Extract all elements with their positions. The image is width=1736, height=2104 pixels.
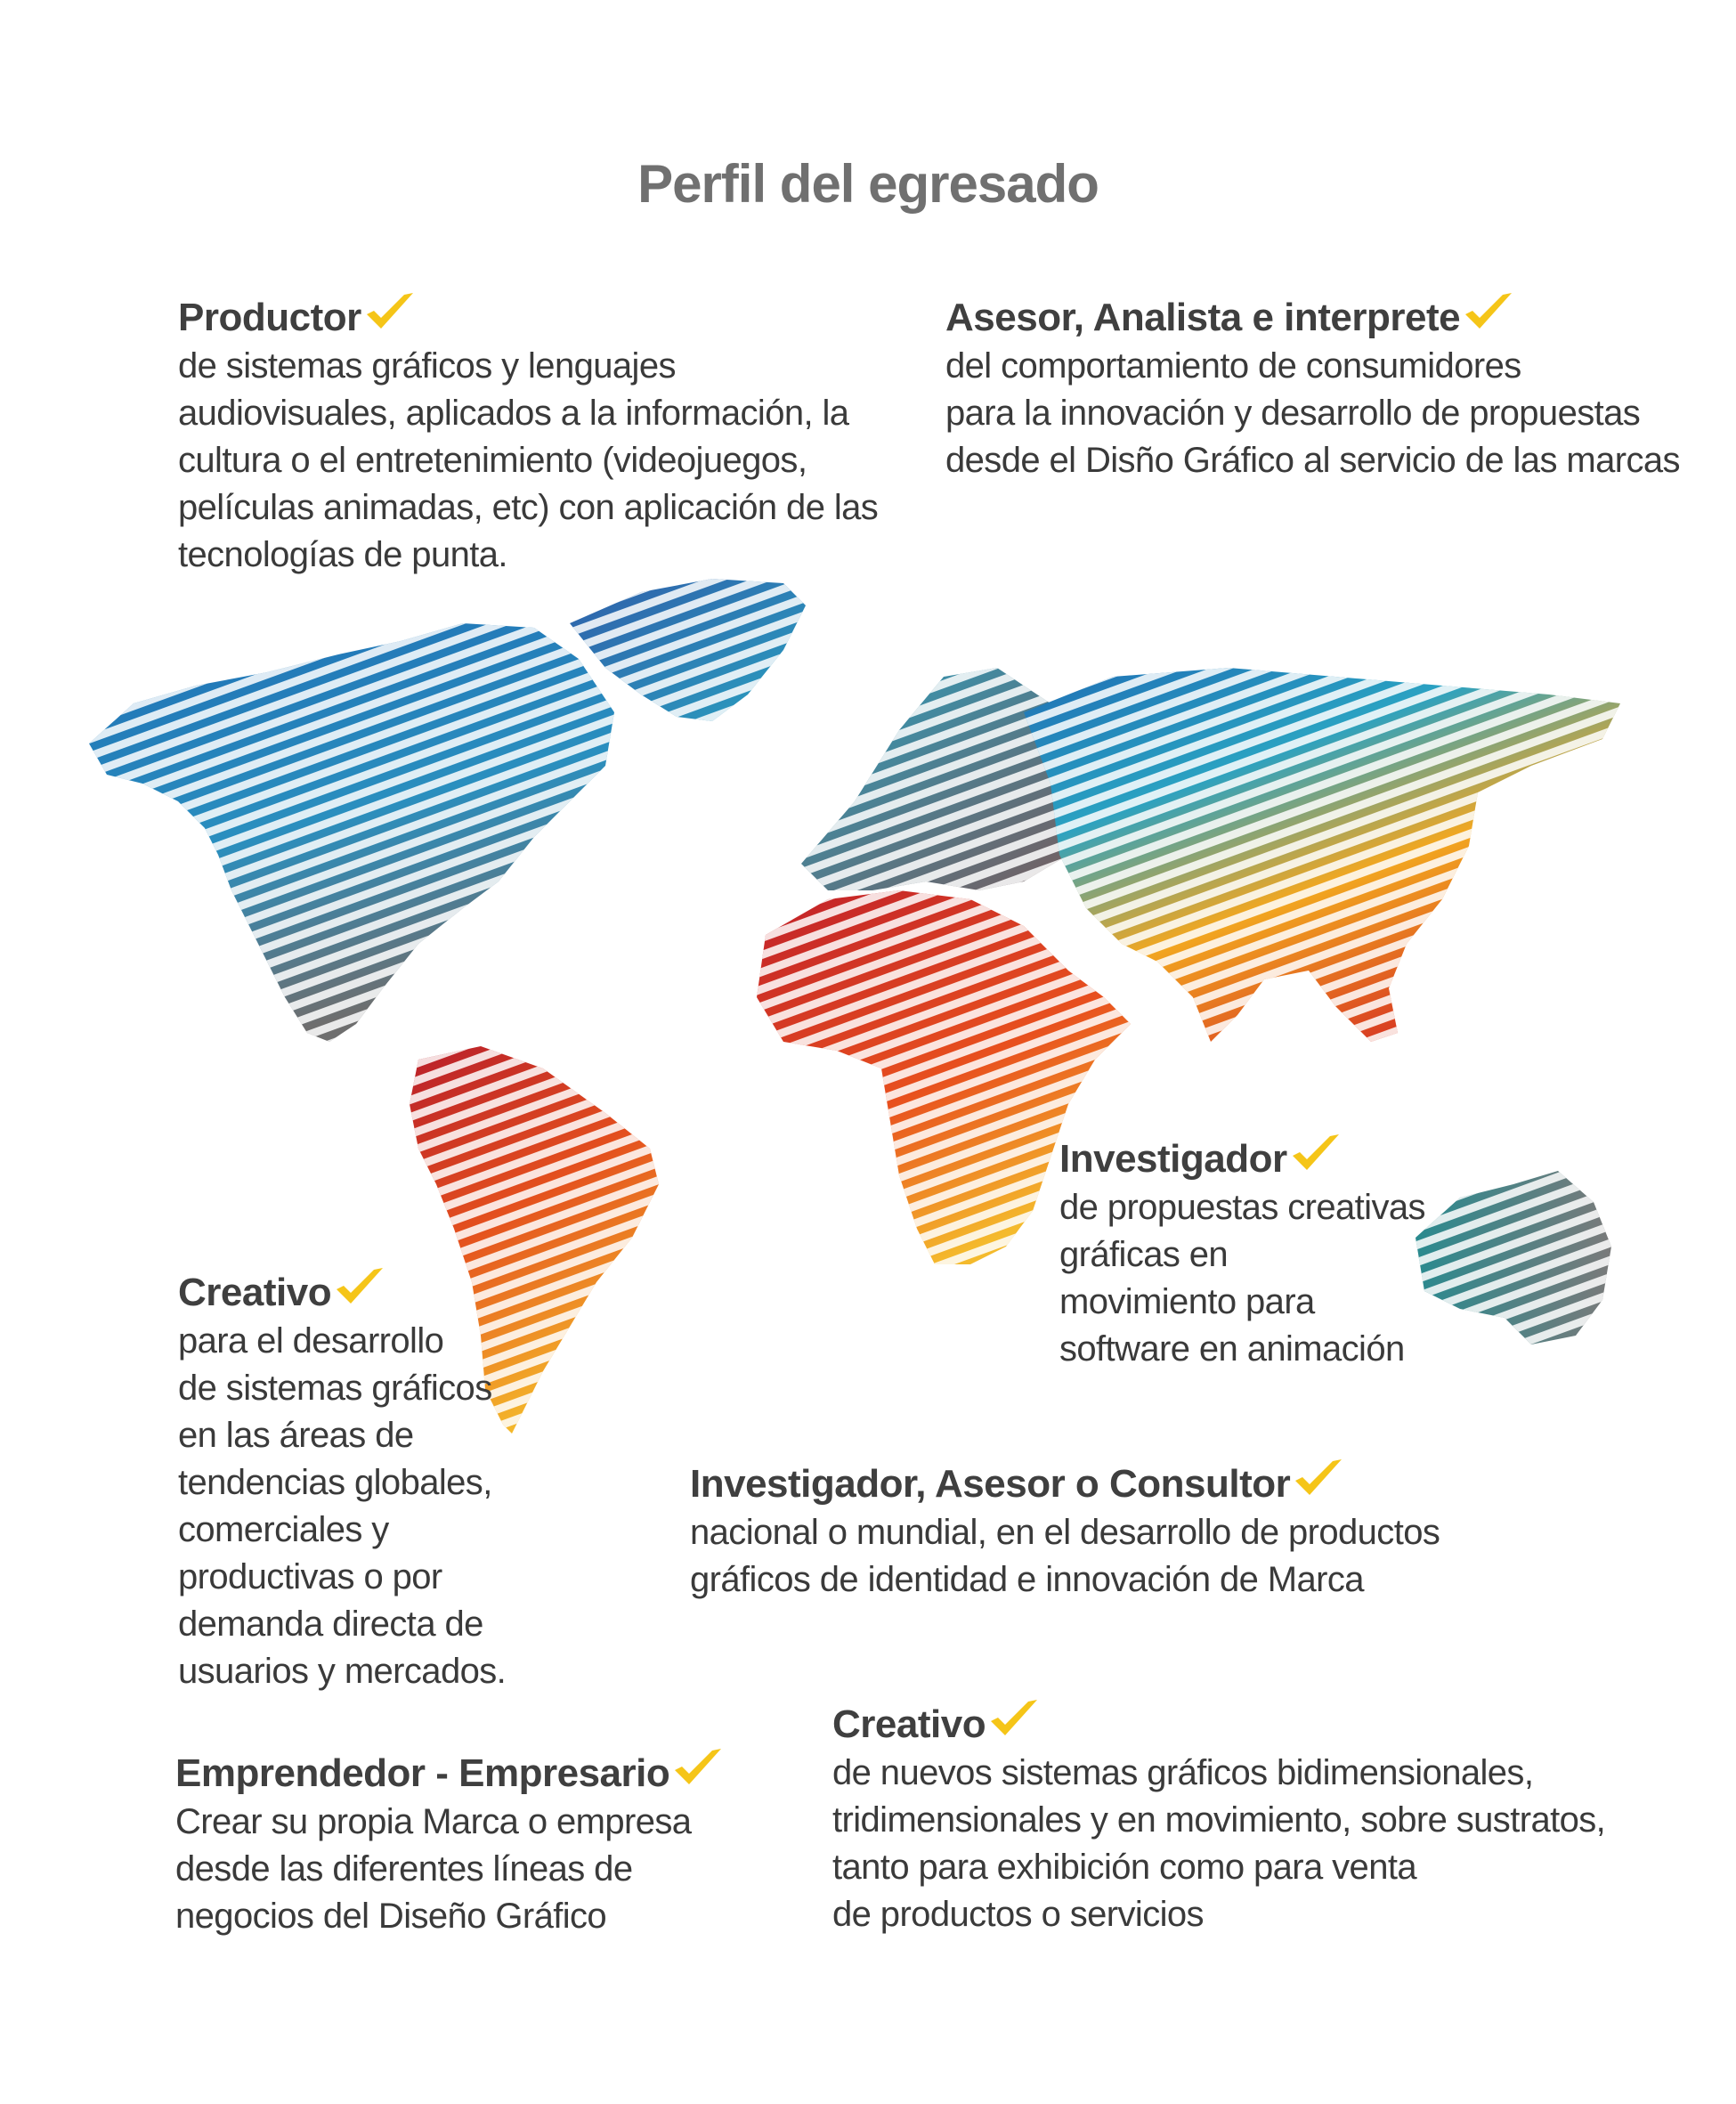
profile-block-investigador [1059, 1131, 1425, 1373]
block-line: de productos o servicios [832, 1895, 1204, 1934]
block-line: gráficas en [1059, 1235, 1229, 1274]
block-line: tendencias globales, [178, 1463, 492, 1502]
block-heading: Investigador [1059, 1137, 1287, 1181]
block-line: tanto para exhibición como para venta [832, 1848, 1417, 1887]
profile-block-productor [178, 289, 878, 579]
block-heading: Creativo [178, 1271, 332, 1314]
block-line: usuarios y mercados. [178, 1652, 507, 1691]
block-line: audiovisuales, aplicados a la información, la [178, 394, 849, 433]
block-line: películas animadas, etc) con aplicación de las [178, 488, 879, 527]
block-line: de sistemas gráficos [178, 1369, 492, 1408]
block-line: movimiento para [1059, 1282, 1315, 1321]
block-line: desde el Disño Gráfico al servicio de las marcas [945, 441, 1680, 480]
continent-asia [1024, 668, 1620, 1042]
block-line: tecnologías de punta. [178, 535, 507, 574]
block-line: productivas o por [178, 1557, 442, 1596]
check-mark-icon [987, 1696, 1041, 1741]
block-line: de nuevos sistemas gráficos bidimensionales, [832, 1753, 1534, 1792]
block-line: Crear su propia Marca o empresa [175, 1802, 692, 1841]
profile-block-creativo-2 [832, 1696, 1605, 1938]
block-heading: Creativo [832, 1702, 986, 1746]
profile-block-emprendedor [175, 1745, 725, 1940]
block-heading: Emprendedor - Empresario [175, 1751, 670, 1795]
block-line: para la innovación y desarrollo de propuestas [945, 394, 1641, 433]
check-mark-icon [1292, 1456, 1345, 1500]
block-line: comerciales y [178, 1510, 389, 1549]
check-mark-icon [1462, 289, 1515, 334]
block-heading: Investigador, Asesor o Consultor [690, 1462, 1291, 1506]
check-mark-icon [1289, 1131, 1343, 1175]
block-line: software en animación [1059, 1329, 1405, 1369]
check-mark-icon [333, 1264, 386, 1309]
block-line: negocios del Diseño Gráfico [175, 1897, 607, 1936]
block-heading: Asesor, Analista e interprete [945, 296, 1461, 339]
profile-block-consultor [690, 1456, 1440, 1604]
block-heading: Productor [178, 296, 361, 339]
profile-block-asesor [945, 289, 1680, 484]
block-line: desde las diferentes líneas de [175, 1849, 633, 1889]
block-line: para el desarrollo [178, 1321, 444, 1361]
continent-australia [1416, 1171, 1611, 1344]
block-line: del comportamiento de consumidores [945, 346, 1521, 386]
block-line: de propuestas creativas [1059, 1188, 1425, 1227]
continent-north-america [89, 623, 614, 1042]
profile-block-creativo-1 [178, 1264, 506, 1695]
block-line: tridimensionales y en movimiento, sobre sustratos, [832, 1800, 1606, 1840]
block-line: demanda directa de [178, 1604, 483, 1644]
block-line: de sistemas gráficos y lenguajes [178, 346, 676, 386]
block-line: cultura o el entretenimiento (videojuegos, [178, 441, 807, 480]
block-line: en las áreas de [178, 1416, 414, 1455]
check-mark-icon [363, 289, 417, 334]
block-line: nacional o mundial, en el desarrollo de productos [690, 1513, 1440, 1552]
page-title: Perfil del egresado [637, 154, 1099, 214]
block-line: gráficos de identidad e innovación de Marca [690, 1560, 1364, 1599]
check-mark-icon [671, 1745, 725, 1790]
